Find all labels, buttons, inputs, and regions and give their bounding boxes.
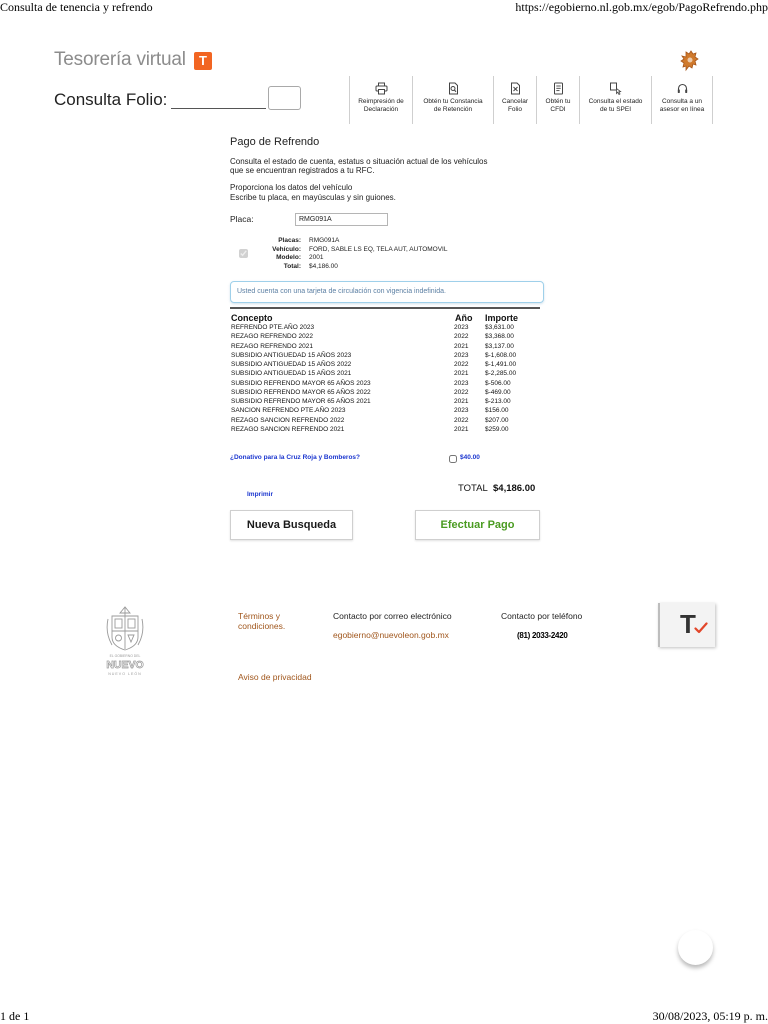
vehicle-label-total: Total: <box>283 263 301 270</box>
donation-checkbox[interactable] <box>449 455 457 463</box>
document-cancel-icon <box>509 82 522 95</box>
brand-name[interactable]: Tesorería virtual <box>54 49 186 70</box>
cell-anio: 2021 <box>454 425 469 433</box>
gov-logo-text: NUEVO <box>106 659 144 671</box>
donation-amount: $40.00 <box>460 454 480 461</box>
chat-bubble-button[interactable] <box>678 930 713 965</box>
nuevo-leon-government-logo <box>98 605 152 682</box>
toolbar-label: Consulta el estado <box>588 98 643 105</box>
column-header-concepto: Concepto <box>231 313 273 323</box>
cell-importe: $-506.00 <box>485 379 511 387</box>
cell-concepto: SUBSIDIO REFRENDO MAYOR 65 AÑOS 2022 <box>231 388 371 396</box>
toolbar-label: Folio <box>507 105 523 113</box>
tesoreria-app-logo[interactable] <box>658 603 715 647</box>
document-search-icon <box>447 82 460 95</box>
print-link[interactable]: Imprimir <box>247 491 274 498</box>
cell-importe: $156.00 <box>485 407 509 415</box>
cell-concepto: REZAGO REFRENDO 2021 <box>231 342 313 350</box>
toolbar-online-advisor[interactable] <box>652 80 712 122</box>
printer-icon <box>375 82 388 95</box>
toolbar-label: Consulta a un <box>661 98 703 105</box>
toolbar-label: de tu SPEI <box>599 105 632 113</box>
table-row <box>0 361 768 370</box>
cell-concepto: SUBSIDIO ANTIGUEDAD 15 AÑOS 2023 <box>231 351 352 359</box>
toolbar-label: de Retención <box>433 105 473 113</box>
table-row <box>0 407 768 416</box>
headset-icon <box>676 82 689 95</box>
vehicle-value-placas: RMG091A <box>309 237 340 244</box>
toolbar-label: Declaración <box>363 105 399 113</box>
print-page-number: 1 de 1 <box>0 1009 30 1023</box>
toolbar-divider <box>712 76 713 124</box>
toolbar-spei-status[interactable] <box>580 80 651 122</box>
cell-concepto: REZAGO SANCION REFRENDO 2022 <box>231 416 345 424</box>
phone-contact-label: Contacto por teléfono <box>501 611 583 621</box>
cell-importe: $-1,608.00 <box>485 351 517 359</box>
phone-number[interactable]: (81) 2033-2420 <box>517 631 568 640</box>
table-row <box>0 352 768 361</box>
cell-importe: $259.00 <box>485 425 509 433</box>
checkmark-icon <box>694 621 708 635</box>
toolbar-label: Obtén tu Constancia <box>423 98 483 105</box>
instruction-text: Escribe tu placa, en mayúsculas y sin guiones. <box>230 193 396 202</box>
toolbar-cancel-folio[interactable] <box>494 80 536 122</box>
cell-anio: 2022 <box>454 388 469 396</box>
donation-label[interactable]: ¿Donativo para la Cruz Roja y Bomberos? <box>230 454 361 461</box>
state-crest-icon <box>680 50 700 77</box>
cell-concepto: SUBSIDIO REFRENDO MAYOR 65 AÑOS 2021 <box>231 398 371 406</box>
cell-anio: 2023 <box>454 407 469 415</box>
folio-input[interactable] <box>171 92 266 109</box>
cell-anio: 2022 <box>454 416 469 424</box>
new-search-button[interactable]: Nueva Busqueda <box>230 510 353 540</box>
instruction-text: Proporciona los datos del vehículo <box>230 183 353 192</box>
column-header-importe: Importe <box>485 313 519 323</box>
table-row <box>0 389 768 398</box>
cell-importe: $-469.00 <box>485 388 511 396</box>
cell-anio: 2021 <box>454 398 469 406</box>
cell-importe: $3,631.00 <box>485 324 514 331</box>
table-row <box>0 380 768 389</box>
table-row <box>0 324 768 333</box>
cell-concepto: REZAGO REFRENDO 2022 <box>231 333 313 341</box>
total-value: $4,186.00 <box>493 483 536 494</box>
cell-anio: 2022 <box>454 361 469 369</box>
cell-importe: $3,137.00 <box>485 342 514 350</box>
cell-concepto: REZAGO SANCION REFRENDO 2021 <box>231 425 345 433</box>
cell-concepto: SUBSIDIO ANTIGUEDAD 15 AÑOS 2021 <box>231 370 352 378</box>
table-row <box>0 426 768 435</box>
cell-concepto: REFRENDO PTE.AÑO 2023 <box>231 324 315 331</box>
toolbar-label: Reimpresión de <box>358 98 404 105</box>
cell-concepto: SUBSIDIO ANTIGUEDAD 15 AÑOS 2022 <box>231 361 352 369</box>
terms-link[interactable]: Términos y condiciones. <box>238 611 286 631</box>
vehicle-value-vehiculo: FORD, SABLE LS EQ, TELA AUT, AUTOMOVIL <box>309 246 448 253</box>
vehicle-value-total: $4,186.00 <box>309 263 338 270</box>
table-row <box>0 417 768 426</box>
cell-concepto: SUBSIDIO REFRENDO MAYOR 65 AÑOS 2023 <box>231 379 371 387</box>
tesoreria-logo-letter: T <box>680 609 696 639</box>
vehicle-label-placas: Placas: <box>278 237 301 244</box>
total-label: TOTAL <box>458 483 488 494</box>
folio-label: Consulta Folio: <box>54 90 168 109</box>
toolbar-label: Obtén tu <box>545 98 571 105</box>
intro-text: que se encuentran registrados a tu RFC. <box>230 166 375 175</box>
print-page-url: https://egobierno.nl.gob.mx/egob/PagoRefrendo.php <box>515 0 768 14</box>
table-row <box>0 343 768 352</box>
cell-anio: 2021 <box>454 342 469 350</box>
cell-importe: $-213.00 <box>485 398 511 406</box>
table-row <box>0 398 768 407</box>
print-page-title: Consulta de tenencia y refrendo <box>0 0 153 14</box>
cell-anio: 2023 <box>454 324 469 331</box>
brand-logo-icon[interactable]: T <box>194 52 212 70</box>
vehicle-value-modelo: 2001 <box>309 254 324 261</box>
cell-anio: 2023 <box>454 379 469 387</box>
invoice-document-icon <box>552 82 565 95</box>
email-link[interactable]: egobierno@nuevoleon.gob.mx <box>333 630 449 640</box>
email-contact-label: Contacto por correo electrónico <box>333 611 452 621</box>
cell-concepto: SANCION REFRENDO PTE.AÑO 2023 <box>231 407 346 415</box>
cell-importe: $3,368.00 <box>485 333 514 341</box>
circulation-card-notice: Usted cuenta con una tarjeta de circulación con vigencia indefinida. <box>230 281 544 303</box>
vehicle-label-modelo: Modelo: <box>276 254 301 261</box>
toolbar-reprint-declaration[interactable] <box>350 80 412 122</box>
toolbar-withholding-certificate[interactable] <box>413 80 493 122</box>
transfer-status-icon <box>609 82 622 95</box>
privacy-link[interactable]: Aviso de privacidad <box>238 672 312 682</box>
print-datetime: 30/08/2023, 05:19 p. m. <box>652 1009 768 1023</box>
cell-importe: $-2,285.00 <box>485 370 517 378</box>
vehicle-label-vehiculo: Vehículo: <box>272 246 301 253</box>
pay-button[interactable]: Efectuar Pago <box>415 510 540 540</box>
cell-importe: $-1,491.00 <box>485 361 517 369</box>
table-row <box>0 370 768 379</box>
column-header-anio: Año <box>455 313 473 323</box>
cell-anio: 2023 <box>454 351 469 359</box>
toolbar-label: asesor en línea <box>659 105 705 113</box>
gov-logo-text: EL GOBIERNO DEL <box>109 654 141 658</box>
cell-importe: $207.00 <box>485 416 509 424</box>
toolbar-label: Cancelar <box>501 98 528 105</box>
charges-table <box>0 324 768 444</box>
intro-text: Consulta el estado de cuenta, estatus o situación actual de los vehículos <box>230 157 488 166</box>
gov-logo-text: NUEVO LEÓN <box>108 672 142 676</box>
table-top-rule <box>230 307 540 309</box>
toolbar-label: CFDI <box>550 105 566 113</box>
table-row <box>0 333 768 342</box>
placa-input[interactable] <box>295 213 388 226</box>
cell-anio: 2022 <box>454 333 469 341</box>
toolbar-get-cfdi[interactable] <box>537 80 579 122</box>
page-title: Pago de Refrendo <box>230 136 320 148</box>
cell-anio: 2021 <box>454 370 469 378</box>
placa-label: Placa: <box>230 214 254 224</box>
folio-search-box[interactable] <box>268 86 301 110</box>
